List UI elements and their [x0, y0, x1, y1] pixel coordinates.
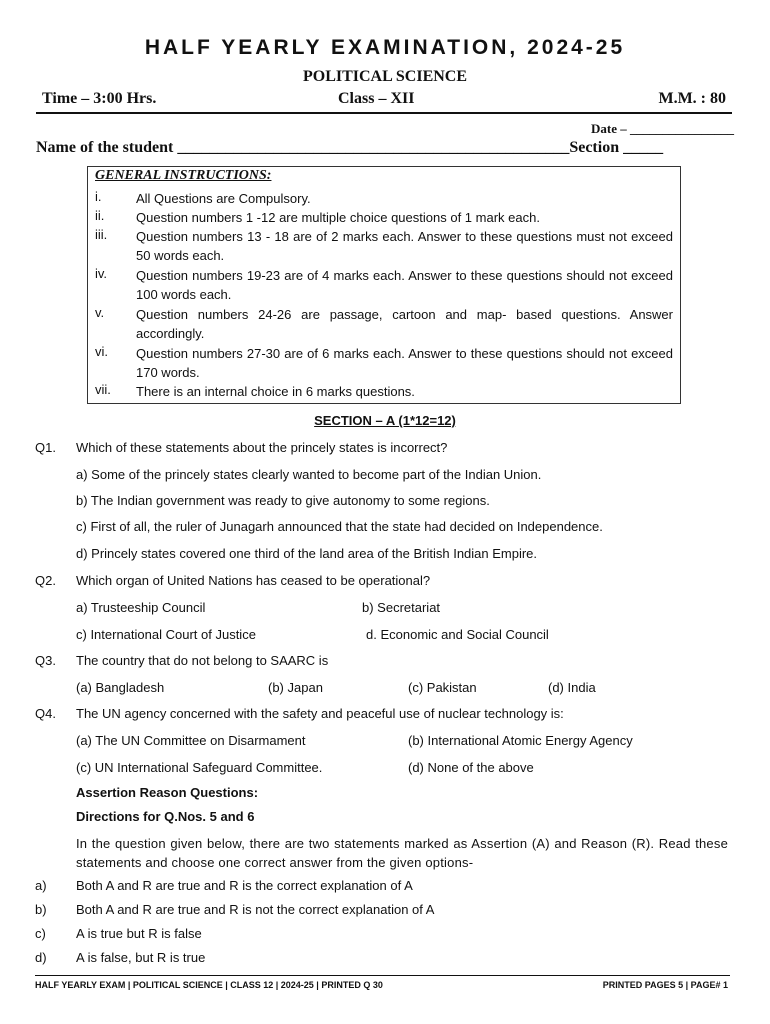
choice-letter: c) — [35, 926, 46, 941]
exam-class: Class – XII — [338, 90, 415, 107]
choice-letter: d) — [35, 950, 47, 965]
answer-option: a) Trusteeship Council — [76, 600, 206, 615]
answer-option: c) First of all, the ruler of Junagarh announced that the state had decided on Independence. — [76, 519, 603, 534]
instruction-number: ii. — [95, 208, 105, 223]
max-marks: M.M. : 80 — [658, 90, 726, 107]
choice-text: Both A and R are true and R is the correct explanation of A — [76, 878, 413, 893]
choice-letter: a) — [35, 878, 47, 893]
exam-meta-row — [36, 90, 732, 114]
question-text: Which of these statements about the princely states is incorrect? — [76, 440, 448, 455]
assertion-reason-heading: Assertion Reason Questions: — [76, 785, 259, 800]
answer-option: d) Princely states covered one third of the land area of the British Indian Empire. — [76, 546, 538, 561]
assertion-intro: In the question given below, there are two statements marked as Assertion (A) and Reason (R). Read these statements and choose one correct answer from the given options- — [76, 836, 728, 870]
choice-text: A is true but R is false — [76, 926, 202, 941]
answer-option: b) Secretariat — [362, 600, 441, 615]
choice-text: Both A and R are true and R is not the correct explanation of A — [76, 902, 435, 917]
instruction-text: Question numbers 1 -12 are multiple choice questions of 1 mark each. — [136, 210, 540, 225]
footer-page-info: PRINTED PAGES 5 | PAGE# 1 — [602, 980, 728, 990]
answer-option: (b) Japan — [268, 680, 323, 695]
instruction-text: All Questions are Compulsory. — [136, 191, 311, 206]
date-field: Date – ________________ — [591, 121, 734, 136]
answer-option: (c) Pakistan — [408, 680, 477, 695]
answer-option: a) Some of the princely states clearly wanted to become part of the Indian Union. — [76, 467, 542, 482]
choice-text: A is false, but R is true — [76, 950, 206, 965]
choice-letter: b) — [35, 902, 47, 917]
answer-option: (b) International Atomic Energy Agency — [408, 733, 633, 748]
assertion-directions: Directions for Q.Nos. 5 and 6 — [76, 809, 255, 824]
instructions-heading: GENERAL INSTRUCTIONS: — [95, 168, 272, 183]
answer-option: d. Economic and Social Council — [366, 627, 549, 642]
instruction-text: Question numbers 24-26 are passage, cartoon and map- based questions. Answer accordingly. — [136, 307, 673, 341]
instruction-number: iv. — [95, 266, 108, 281]
general-instructions-box — [87, 166, 681, 404]
instruction-text: Question numbers 27-30 are of 6 marks each. Answer to these questions should not exceed 170 words. — [136, 346, 673, 380]
instruction-number: vi. — [95, 344, 108, 359]
question-number: Q1. — [35, 440, 56, 455]
instruction-text: There is an internal choice in 6 marks questions. — [136, 384, 415, 399]
question-text: Which organ of United Nations has ceased to be operational? — [76, 573, 431, 588]
question-number: Q4. — [35, 706, 56, 721]
instruction-text: Question numbers 13 - 18 are of 2 marks each. Answer to these questions must not exceed 50 words each. — [136, 229, 673, 263]
student-name-field: Name of the student _________________________________________________Section _____ — [36, 139, 664, 156]
instruction-number: i. — [95, 189, 102, 204]
answer-option: (c) UN International Safeguard Committee. — [76, 760, 323, 775]
footer-divider — [35, 975, 730, 976]
instruction-number: iii. — [95, 227, 108, 242]
answer-option: b) The Indian government was ready to give autonomy to some regions. — [76, 493, 490, 508]
answer-option: (a) The UN Committee on Disarmament — [76, 733, 306, 748]
subject-title: POLITICAL SCIENCE — [302, 68, 468, 85]
instruction-text: Question numbers 19-23 are of 4 marks each. Answer to these questions should not exceed 100 words each. — [136, 268, 673, 302]
exam-title: HALF YEARLY EXAMINATION, 2024-25 — [144, 36, 626, 59]
question-text: The country that do not belong to SAARC is — [76, 653, 329, 668]
section-a-heading: SECTION – A (1*12=12) — [314, 413, 456, 428]
answer-option: (a) Bangladesh — [76, 680, 165, 695]
instruction-number: vii. — [95, 382, 111, 397]
footer-exam-info: HALF YEARLY EXAM | POLITICAL SCIENCE | CLASS 12 | 2024-25 | PRINTED Q 30 — [35, 980, 383, 990]
exam-time: Time – 3:00 Hrs. — [42, 90, 157, 107]
question-text: The UN agency concerned with the safety and peaceful use of nuclear technology is: — [76, 706, 564, 721]
answer-option: (d) India — [548, 680, 596, 695]
answer-option: c) International Court of Justice — [76, 627, 256, 642]
instruction-number: v. — [95, 305, 105, 320]
question-number: Q2. — [35, 573, 56, 588]
answer-option: (d) None of the above — [408, 760, 534, 775]
question-number: Q3. — [35, 653, 56, 668]
